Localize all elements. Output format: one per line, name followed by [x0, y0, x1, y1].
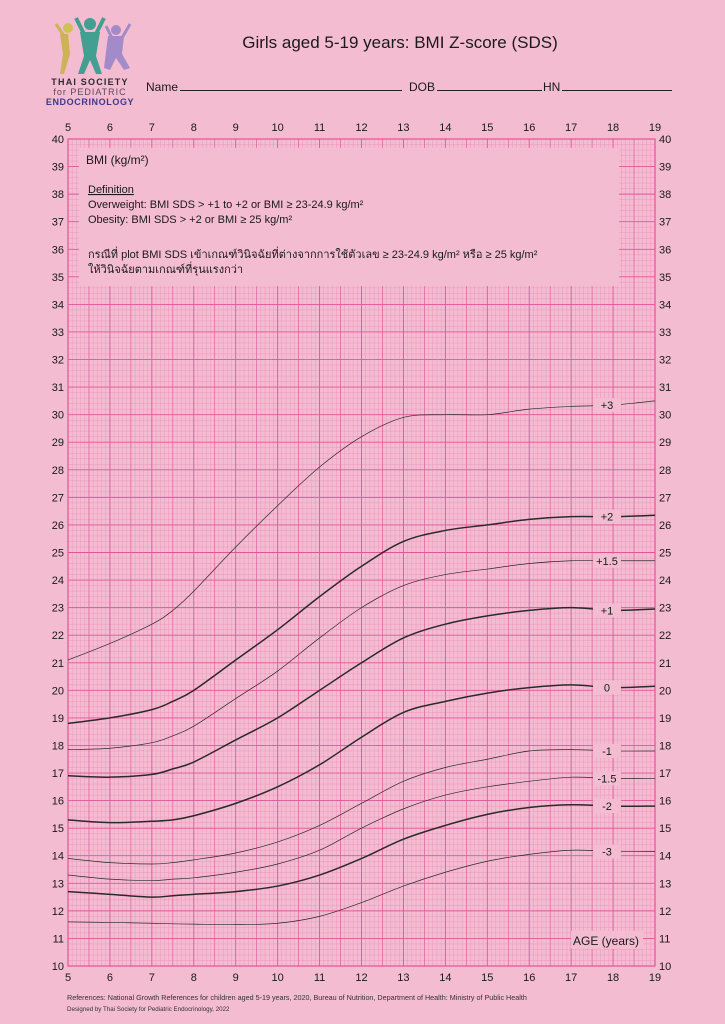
y-tick-right-17: 17	[659, 768, 672, 781]
y-tick-right-36: 36	[659, 244, 672, 257]
y-tick-right-13: 13	[659, 878, 672, 891]
definition-thai-line2: ให้วินิจฉัยตามเกณฑ์ที่รุนแรงกว่า	[88, 264, 244, 276]
y-tick-left-20: 20	[51, 685, 64, 698]
logo-text-line2: for PEDIATRIC	[53, 87, 127, 97]
y-tick-left-23: 23	[51, 602, 64, 615]
x-tick-bottom-17: 17	[565, 972, 578, 984]
y-tick-right-23: 23	[659, 602, 672, 615]
y-tick-right-20: 20	[659, 685, 672, 698]
x-tick-bottom-19: 19	[648, 972, 662, 984]
definition-obesity: Obesity: BMI SDS > +2 or BMI ≥ 25 kg/m²	[88, 214, 293, 226]
y-tick-left-10: 10	[51, 961, 64, 973]
y-tick-right-19: 19	[659, 712, 672, 725]
x-tick-bottom-10: 10	[271, 972, 284, 984]
y-tick-right-37: 37	[659, 216, 672, 229]
curve-label-+1.5: +1.5	[596, 555, 618, 568]
chart-title: Girls aged 5-19 years: BMI Z-score (SDS)	[242, 33, 558, 52]
curve-label--2: -2	[602, 801, 612, 814]
y-tick-left-38: 38	[51, 189, 64, 202]
y-tick-left-33: 33	[51, 326, 64, 339]
x-axis-label: AGE (years)	[573, 934, 640, 948]
y-tick-right-14: 14	[659, 850, 672, 863]
references-text: References: National Growth References for children aged 5-19 years, 2020, Bureau of Nutrition, Department of Health: Ministry of Public Health	[67, 993, 527, 1002]
y-tick-right-25: 25	[659, 547, 672, 560]
y-tick-left-16: 16	[51, 795, 64, 808]
x-tick-top-18: 18	[606, 122, 620, 134]
x-tick-bottom-15: 15	[481, 972, 494, 984]
x-tick-bottom-11: 11	[313, 972, 326, 984]
definition-box	[79, 148, 619, 286]
x-tick-top-15: 15	[481, 122, 494, 134]
dob-label: DOB	[409, 80, 436, 94]
y-tick-right-29: 29	[659, 437, 672, 450]
y-tick-right-27: 27	[659, 492, 672, 505]
y-tick-left-26: 26	[51, 519, 64, 532]
x-tick-bottom-7: 7	[148, 972, 155, 984]
x-tick-top-7: 7	[148, 122, 155, 134]
x-tick-top-19: 19	[648, 122, 662, 134]
y-tick-right-40: 40	[659, 134, 672, 146]
y-tick-left-24: 24	[51, 575, 64, 588]
y-tick-left-29: 29	[51, 437, 64, 450]
y-tick-left-17: 17	[51, 768, 64, 781]
y-tick-right-30: 30	[659, 409, 672, 422]
x-tick-bottom-8: 8	[190, 972, 197, 984]
y-tick-left-36: 36	[51, 244, 64, 257]
x-tick-bottom-14: 14	[439, 972, 452, 984]
x-tick-bottom-13: 13	[397, 972, 410, 984]
x-tick-top-12: 12	[355, 122, 368, 134]
y-tick-right-26: 26	[659, 519, 672, 532]
y-tick-left-19: 19	[51, 712, 64, 725]
y-tick-right-33: 33	[659, 326, 672, 339]
y-tick-right-35: 35	[659, 271, 672, 284]
y-tick-left-18: 18	[51, 740, 64, 753]
y-tick-right-21: 21	[659, 657, 672, 670]
y-tick-left-34: 34	[51, 299, 64, 312]
x-tick-bottom-16: 16	[523, 972, 536, 984]
y-tick-left-32: 32	[51, 354, 64, 367]
x-tick-top-5: 5	[64, 122, 72, 134]
y-tick-left-40: 40	[51, 134, 64, 146]
y-tick-right-34: 34	[659, 299, 672, 312]
x-tick-top-17: 17	[565, 122, 578, 134]
y-tick-left-15: 15	[51, 823, 64, 836]
x-tick-top-16: 16	[523, 122, 536, 134]
y-tick-left-11: 11	[52, 933, 64, 946]
y-tick-right-31: 31	[659, 382, 672, 395]
hn-label: HN	[543, 80, 561, 94]
y-tick-right-24: 24	[659, 575, 672, 588]
y-tick-left-14: 14	[51, 850, 64, 863]
y-tick-left-39: 39	[51, 161, 64, 174]
curve-label-+1: +1	[600, 605, 614, 618]
y-tick-right-28: 28	[659, 464, 672, 477]
x-tick-top-9: 9	[232, 122, 239, 134]
y-tick-left-13: 13	[51, 878, 64, 891]
curve-label-+3: +3	[600, 400, 614, 413]
curve-label--1.5: -1.5	[597, 773, 617, 786]
x-tick-bottom-18: 18	[606, 972, 620, 984]
x-tick-top-14: 14	[439, 122, 452, 134]
x-tick-top-11: 11	[313, 122, 326, 134]
y-tick-left-25: 25	[51, 547, 64, 560]
x-tick-bottom-9: 9	[232, 972, 239, 984]
curve-label--1: -1	[602, 745, 612, 758]
y-tick-left-12: 12	[51, 905, 64, 918]
x-tick-top-13: 13	[397, 122, 410, 134]
x-tick-bottom-6: 6	[106, 972, 113, 984]
y-tick-right-38: 38	[659, 189, 672, 202]
y-tick-left-31: 31	[51, 382, 64, 395]
y-tick-left-28: 28	[51, 464, 64, 477]
y-tick-right-22: 22	[659, 630, 672, 643]
y-tick-right-16: 16	[659, 795, 672, 808]
y-tick-left-35: 35	[51, 271, 64, 284]
x-tick-top-10: 10	[271, 122, 284, 134]
name-label: Name	[146, 80, 179, 94]
y-tick-left-22: 22	[51, 630, 64, 643]
logo-text-line3: ENDOCRINOLOGY	[45, 97, 135, 107]
definition-overweight: Overweight: BMI SDS > +1 to +2 or BMI ≥ 23-24.9 kg/m²	[88, 199, 364, 211]
y-tick-left-30: 30	[51, 409, 64, 422]
y-axis-label: BMI (kg/m²)	[86, 153, 149, 167]
y-tick-right-18: 18	[659, 740, 672, 753]
y-tick-right-12: 12	[659, 905, 672, 918]
x-tick-bottom-5: 5	[64, 972, 72, 984]
y-tick-right-15: 15	[659, 823, 672, 836]
designed-by-text: Designed by Thai Society for Pediatric Endocrinology, 2022	[67, 1006, 230, 1013]
y-tick-left-21: 21	[51, 657, 64, 670]
y-tick-right-39: 39	[659, 161, 672, 174]
x-tick-top-8: 8	[190, 122, 197, 134]
logo-text-line1: THAI SOCIETY	[51, 77, 129, 87]
y-tick-left-37: 37	[51, 216, 64, 229]
y-tick-right-11: 11	[659, 933, 671, 946]
x-tick-top-6: 6	[106, 122, 113, 134]
definition-heading: Definition	[88, 184, 134, 196]
y-tick-left-27: 27	[51, 492, 64, 505]
curve-label--3: -3	[602, 846, 612, 859]
x-tick-bottom-12: 12	[355, 972, 368, 984]
curve-label-0: 0	[603, 682, 611, 695]
curve-label-+2: +2	[600, 511, 614, 524]
y-tick-right-32: 32	[659, 354, 672, 367]
definition-thai-line1: กรณีที่ plot BMI SDS เข้าเกณฑ์วินิจฉัยที่ต่างจากการใช้ตัวเลข ≥ 23-24.9 kg/m² หรือ ≥ 25 kg/m²	[88, 249, 538, 261]
y-tick-right-10: 10	[659, 961, 672, 973]
